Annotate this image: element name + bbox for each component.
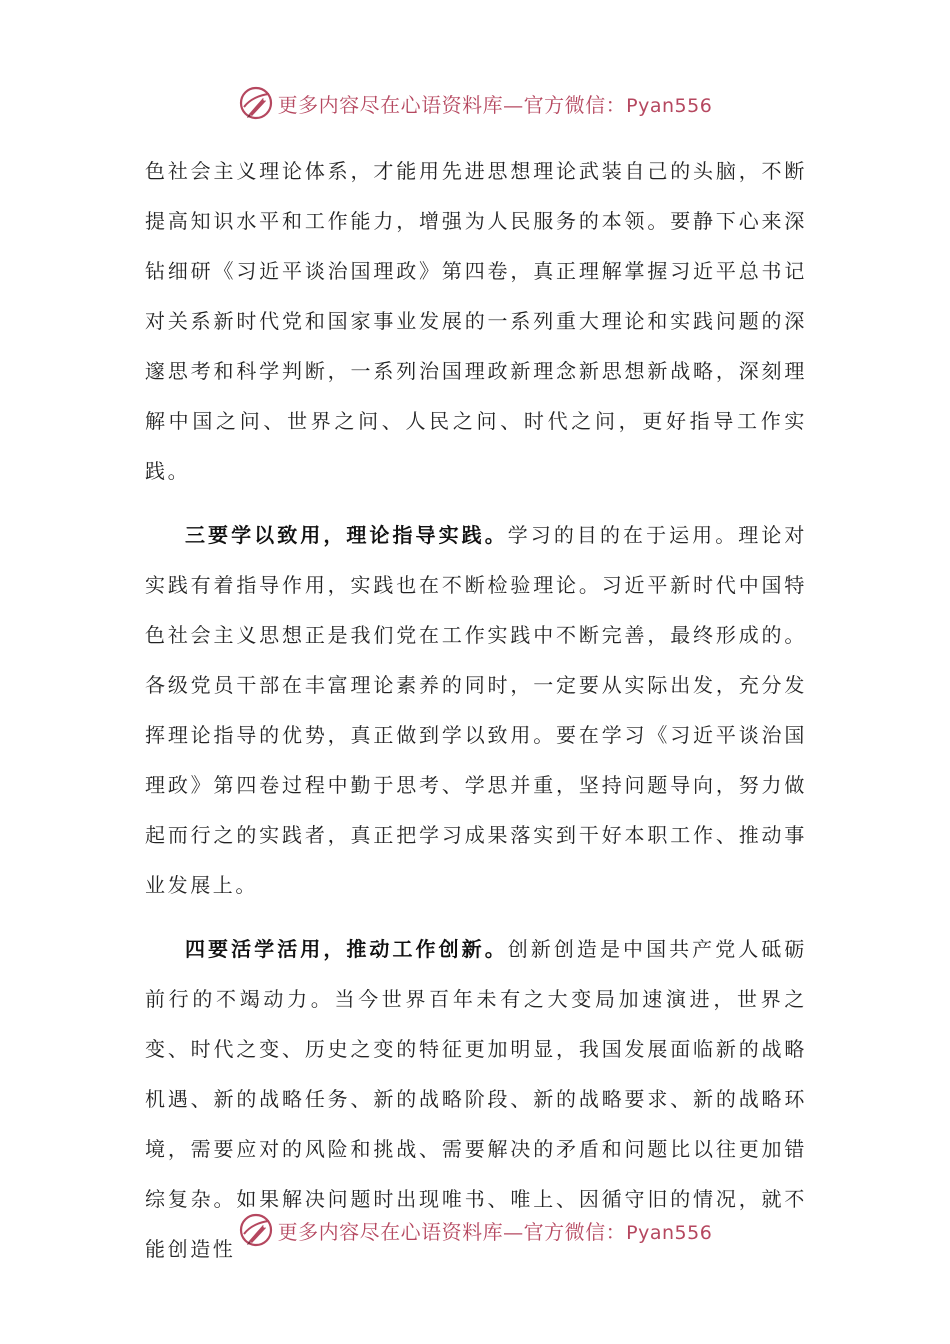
paragraph-3-lead: 四要活学活用，推动工作创新。 bbox=[185, 937, 508, 961]
banner-text: 更多内容尽在心语资料库—官方微信：Pyan556 bbox=[277, 92, 713, 117]
wechat-id: Pyan556 bbox=[626, 94, 713, 117]
wechat-id: Pyan556 bbox=[626, 1221, 713, 1244]
banner-text: 更多内容尽在心语资料库—官方微信：Pyan556 bbox=[277, 1219, 713, 1244]
document-body bbox=[145, 146, 807, 1274]
paragraph-3: 四要活学活用，推动工作创新。创新创造是中国共产党人砥砺前行的不竭动力。当今世界百年未有之大变局加速演进，世界之变、时代之变、历史之变的特征更加明显，我国发展面临新的战略机遇、新的战略任务、新的战略阶段、新的战略要求、新的战略环境，需要应对的风险和挑战、需要解决的矛盾和问题比以往更加错综复杂。如果解决问题时出现唯书、唯上、因循守旧的情况，就不能创造性 bbox=[145, 937, 807, 1261]
header-banner bbox=[0, 83, 950, 123]
paragraph-2: 三要学以致用，理论指导实践。学习的目的在于运用。理论对实践有着指导作用，实践也在不断检验理论。习近平新时代中国特色社会主义思想正是我们党在工作实践中不断完善，最终形成的。各级党员干部在丰富理论素养的同时，一定要从实际出发，充分发挥理论指导的优势，真正做到学以致用。要在学习《习近平谈治国理政》第四卷过程中勤于思考、学思并重，坚持问题导向，努力做起而行之的实践者，真正把学习成果落实到干好本职工作、推动事业发展上。 bbox=[145, 523, 807, 897]
paragraph-1: 色社会主义理论体系，才能用先进思想理论武装自己的头脑，不断提高知识水平和工作能力，增强为人民服务的本领。要静下心来深钻细研《习近平谈治国理政》第四卷，真正理解掌握习近平总书记对关系新时代党和国家事业发展的一系列重大理论和实践问题的深邃思考和科学判断，一系列治国理政新理念新思想新战略，深刻理解中国之问、世界之问、人民之问、时代之问，更好指导工作实践。 bbox=[145, 159, 807, 483]
paragraph-2-lead: 三要学以致用，理论指导实践。 bbox=[185, 523, 508, 547]
pen-logo-icon bbox=[238, 1212, 274, 1248]
footer-banner bbox=[0, 1210, 950, 1250]
pen-logo-icon bbox=[238, 85, 274, 121]
